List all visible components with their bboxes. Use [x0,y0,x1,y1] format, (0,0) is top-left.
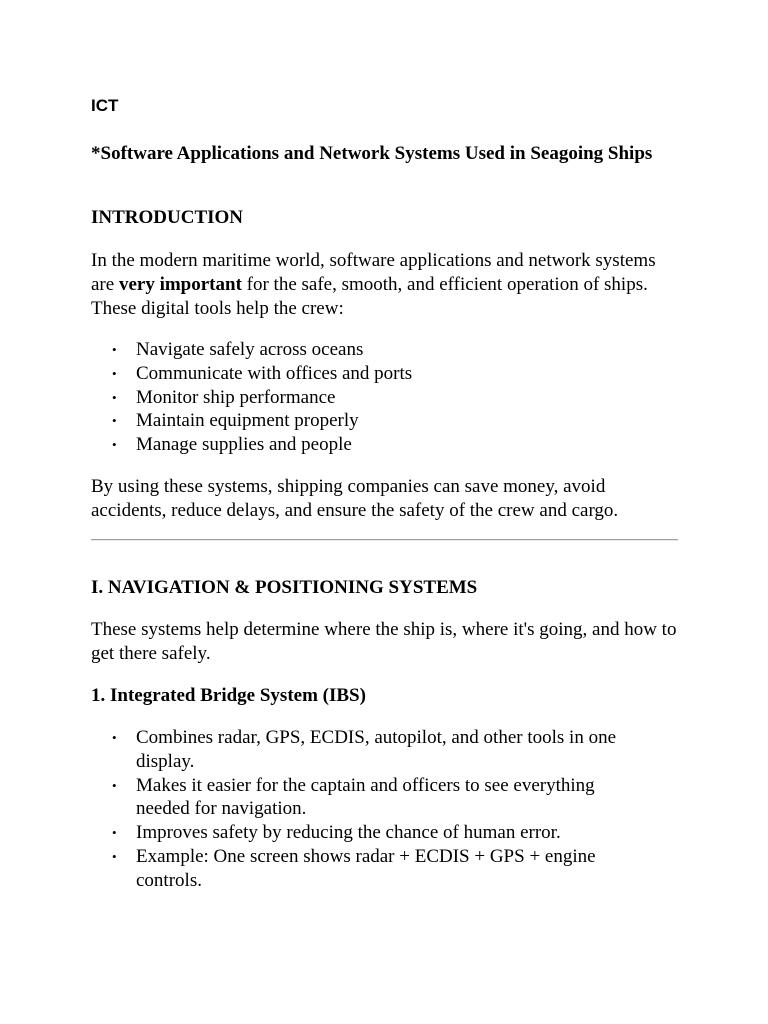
ibs-subsection-heading: 1. Integrated Bridge System (IBS) [91,685,366,706]
ibs-features-list [91,726,651,893]
list-item: • Monitor ship performance [91,386,651,410]
crew-tasks-list [91,338,651,457]
document-title: *Software Applications and Network Systems Used in Seagoing Ships [91,143,653,164]
list-item: • Navigate safely across oceans [91,338,651,362]
horizontal-divider [91,539,678,541]
list-item: • Improves safety by reducing the chance of human error. [91,821,651,845]
intro-text-end: for the safe, smooth, and efficient operation of ships. These digital tools help the crew: [91,273,648,319]
list-item: • Makes it easier for the captain and officers to see everything needed for navigation. [91,774,651,822]
navigation-section-paragraph: These systems help determine where the ship is, where it's going, and how to get there safely. [91,619,677,664]
introduction-heading: INTRODUCTION [91,207,244,228]
list-item: • Example: One screen shows radar + ECDIS + GPS + engine controls. [91,845,651,893]
intro-bold-text: very important [118,273,242,295]
navigation-section-heading: I. NAVIGATION & POSITIONING SYSTEMS [91,577,478,598]
list-item: • Manage supplies and people [91,433,651,457]
introduction-paragraph [91,249,681,320]
list-item: • Combines radar, GPS, ECDIS, autopilot, and other tools in one display. [91,726,651,774]
intro-text-start: In the modern maritime world, software applications and network systems are [91,250,656,295]
list-item: • Maintain equipment properly [91,409,651,433]
introduction-closing-paragraph: By using these systems, shipping companies can save money, avoid accidents, reduce delays, and ensure the safety of the crew and cargo. [91,476,619,521]
course-label: ICT [91,96,119,115]
list-item: • Communicate with offices and ports [91,362,651,386]
